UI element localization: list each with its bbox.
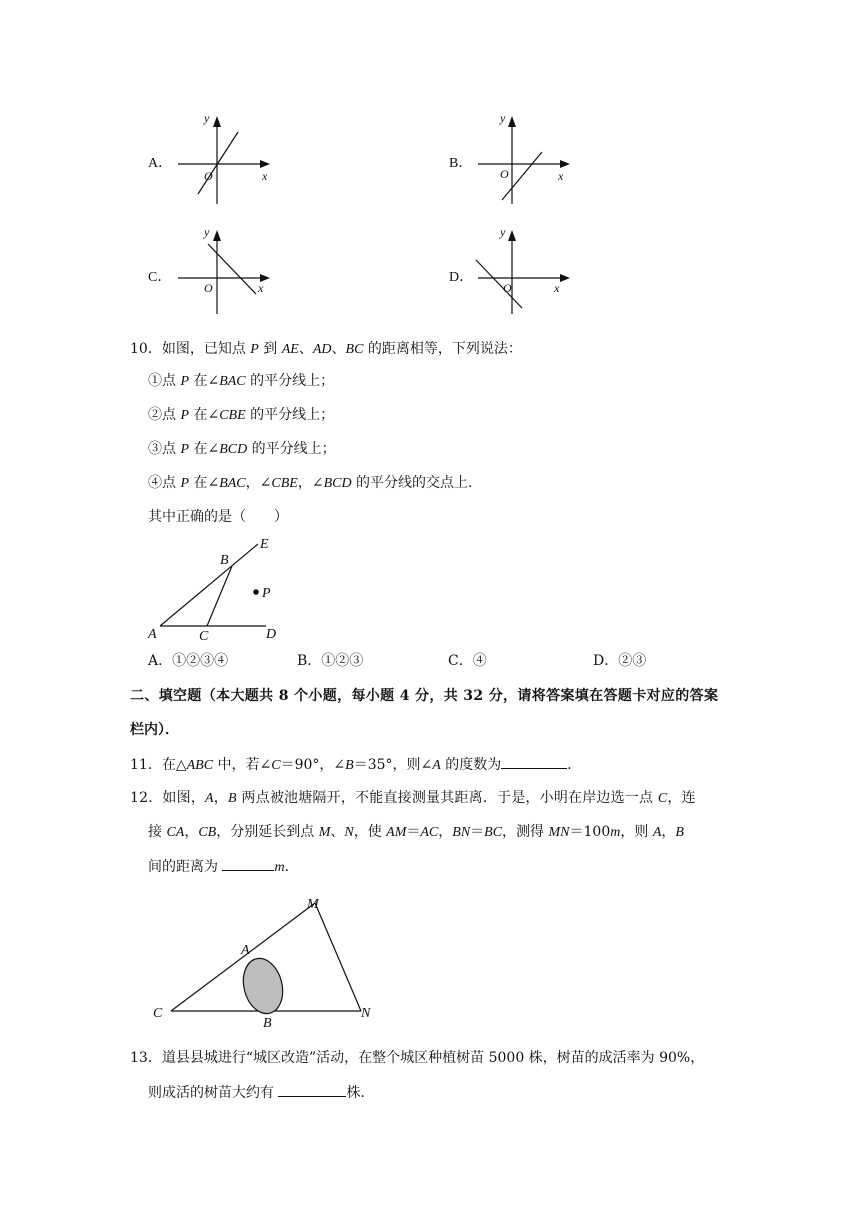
- q10-stem: 10．如图，已知点 P 到 AE、AD、BC 的距离相等，下列说法：: [130, 341, 522, 357]
- question-number: 13．: [130, 1050, 162, 1066]
- q13-line1: 13．道县县城进行“城区改造”活动，在整个城区种植树苗 5000 株，树苗的成活率为 90%，: [130, 1050, 705, 1066]
- q12-line2: 接 CA，CB，分别延长到点 M、N，使 AM＝AC，BN＝BC，测得 MN＝100m，则 A，B: [148, 824, 684, 840]
- origin-label: O: [503, 281, 512, 295]
- y-axis-label: y: [500, 226, 506, 239]
- x-axis-label: x: [258, 281, 264, 295]
- origin-label: O: [204, 281, 213, 295]
- q9-option-d-label: D．: [449, 270, 474, 285]
- question-number: 11．: [130, 757, 162, 773]
- answer-blank[interactable]: [278, 1082, 346, 1097]
- y-axis-label: y: [500, 112, 506, 125]
- q9-option-c-label: C．: [148, 270, 172, 285]
- q9-graph-b: [470, 112, 580, 207]
- q10-statement-1: ①点 P 在∠BAC 的平分线上；: [148, 373, 335, 389]
- q10-option-c[interactable]: C．④: [448, 653, 487, 669]
- q9-option-a-label: A．: [148, 156, 173, 171]
- x-axis-label: x: [554, 281, 560, 295]
- q10-statement-3: ③点 P 在∠BCD 的平分线上；: [148, 441, 336, 457]
- q10-statement-2: ②点 P 在∠CBE 的平分线上；: [148, 407, 335, 423]
- q10-statement-4: ④点 P 在∠BAC，∠CBE，∠BCD 的平分线的交点上．: [148, 475, 483, 491]
- q10-option-a[interactable]: A．①②③④: [148, 653, 229, 669]
- q10-option-d[interactable]: D．②③: [593, 653, 647, 669]
- point-c-label: C: [153, 1006, 163, 1021]
- x-axis-label: x: [558, 169, 564, 183]
- q9-option-b-label: B．: [449, 156, 473, 171]
- point-p-label: P: [262, 586, 271, 601]
- q12-line1: 12．如图，A，B 两点被池塘隔开，不能直接测量其距离．于是，小明在岸边选一点 C，连: [130, 790, 696, 806]
- vertex-b-label: B: [220, 553, 229, 568]
- vertex-c-label: C: [199, 629, 209, 644]
- x-axis-label: x: [262, 169, 268, 183]
- q11: 11．在△ABC 中，若∠C＝90°，∠B＝35°，则∠A 的度数为 ．: [130, 754, 581, 776]
- q10-option-b[interactable]: B．①②③: [297, 653, 364, 669]
- point-n-label: N: [361, 1006, 371, 1021]
- origin-label: O: [500, 167, 509, 181]
- q12-line3: 间的距离为 m．: [148, 856, 299, 878]
- q10-question: 其中正确的是（ ）: [148, 509, 288, 525]
- question-number: 10．: [130, 341, 162, 357]
- point-m-label: M: [307, 897, 319, 912]
- question-number: 12．: [130, 790, 163, 806]
- point-b-label: B: [263, 1016, 272, 1030]
- answer-blank[interactable]: [501, 754, 567, 769]
- q10-figure: [140, 532, 300, 647]
- q9-graph-a: [170, 112, 280, 207]
- section-heading-line1: 二、填空题（本大题共 8 个小题，每小题 4 分，共 32 分，请将答案填在答题卡对应的答案: [130, 688, 719, 704]
- answer-blank[interactable]: [222, 856, 274, 871]
- y-axis-label: y: [204, 112, 210, 125]
- point-p-dot: [253, 589, 259, 595]
- vertex-d-label: D: [266, 627, 277, 642]
- section-heading-line2: 栏内）．: [130, 722, 179, 738]
- vertex-e-label: E: [260, 537, 269, 552]
- vertex-a-label: A: [148, 627, 157, 642]
- q13-line2: 则成活的树苗大约有 株．: [148, 1082, 374, 1103]
- pond-ellipse: [238, 954, 288, 1018]
- y-axis-label: y: [204, 226, 210, 239]
- q12-figure: [145, 888, 385, 1030]
- origin-label: O: [204, 169, 213, 183]
- point-a-label: A: [241, 943, 250, 958]
- q9-graph-d: [470, 226, 580, 318]
- q9-graph-c: [170, 226, 280, 318]
